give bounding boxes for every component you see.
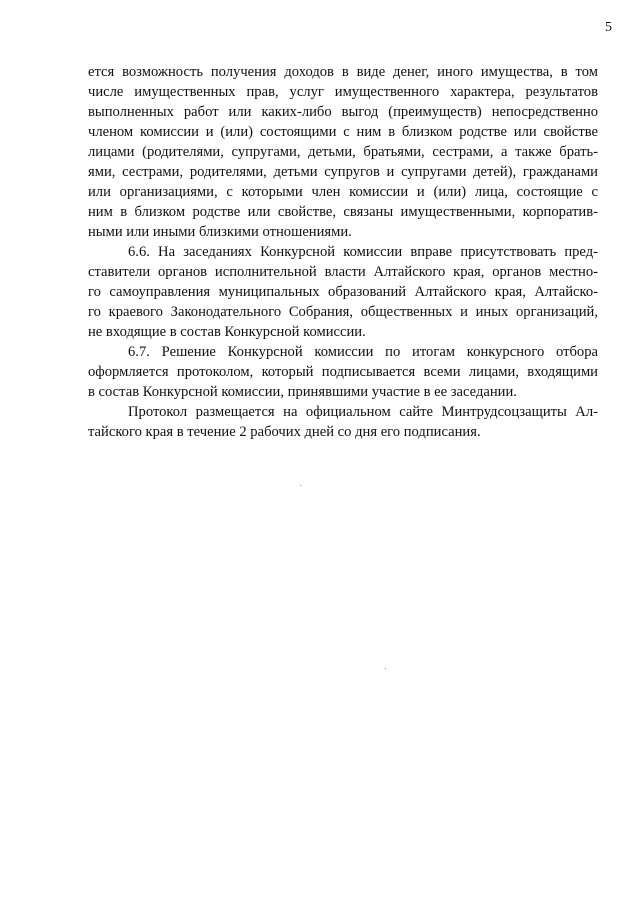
text-line: или организациями, с которыми член комиссии и (или) лица, состоящие с (88, 184, 598, 200)
text-line: го самоуправления муниципальных образований Алтайского края, Алтайско- (88, 284, 598, 300)
text-line: ется возможность получения доходов в виде денег, иного имущества, в том (88, 64, 598, 80)
text-line: числе имущественных прав, услуг имущественного характера, результатов (88, 84, 598, 100)
text-line: в состав Конкурсной комиссии, принявшими участие в ее заседании. (88, 384, 517, 400)
text-line: Протокол размещается на официальном сайте Минтрудсоцзащиты Ал- (128, 404, 598, 420)
text-line: выполненных работ или каких-либо выгод (преимуществ) непосредственно (88, 104, 598, 120)
text-line: ными или иными близкими отношениями. (88, 224, 352, 240)
text-line: членом комиссии и (или) состоящими с ним в близком родстве или свойстве (88, 124, 598, 140)
text-line: не входящие в состав Конкурсной комиссии. (88, 324, 366, 340)
page-number: 5 (605, 20, 612, 35)
text-line: 6.6. На заседаниях Конкурсной комиссии вправе присутствовать пред- (128, 244, 598, 260)
text-line: ями, сестрами, родителями, детьми супругов и супругами детей), гражданами (88, 164, 598, 180)
paragraph-6-7 (88, 342, 598, 402)
text-line: лицами (родителями, супругами, детьми, братьями, сестрами, а также брать- (88, 144, 598, 160)
text-line: го краевого Законодательного Собрания, общественных и иных организаций, (88, 304, 598, 320)
text-line: ним в близком родстве или свойстве, связаны имущественными, корпоратив- (88, 204, 598, 220)
scan-speck (300, 485, 301, 486)
paragraph-6-6 (88, 242, 598, 342)
paragraph-protocol (88, 402, 598, 442)
text-line: 6.7. Решение Конкурсной комиссии по итогам конкурсного отбора (128, 344, 598, 360)
text-line: тайского края в течение 2 рабочих дней со дня его подписания. (88, 424, 481, 440)
document-body (88, 62, 598, 442)
paragraph-continuation (88, 62, 598, 242)
text-line: оформляется протоколом, который подписывается всеми лицами, входящими (88, 364, 598, 380)
scan-speck (385, 668, 386, 669)
text-line: ставители органов исполнительной власти Алтайского края, органов местно- (88, 264, 598, 280)
